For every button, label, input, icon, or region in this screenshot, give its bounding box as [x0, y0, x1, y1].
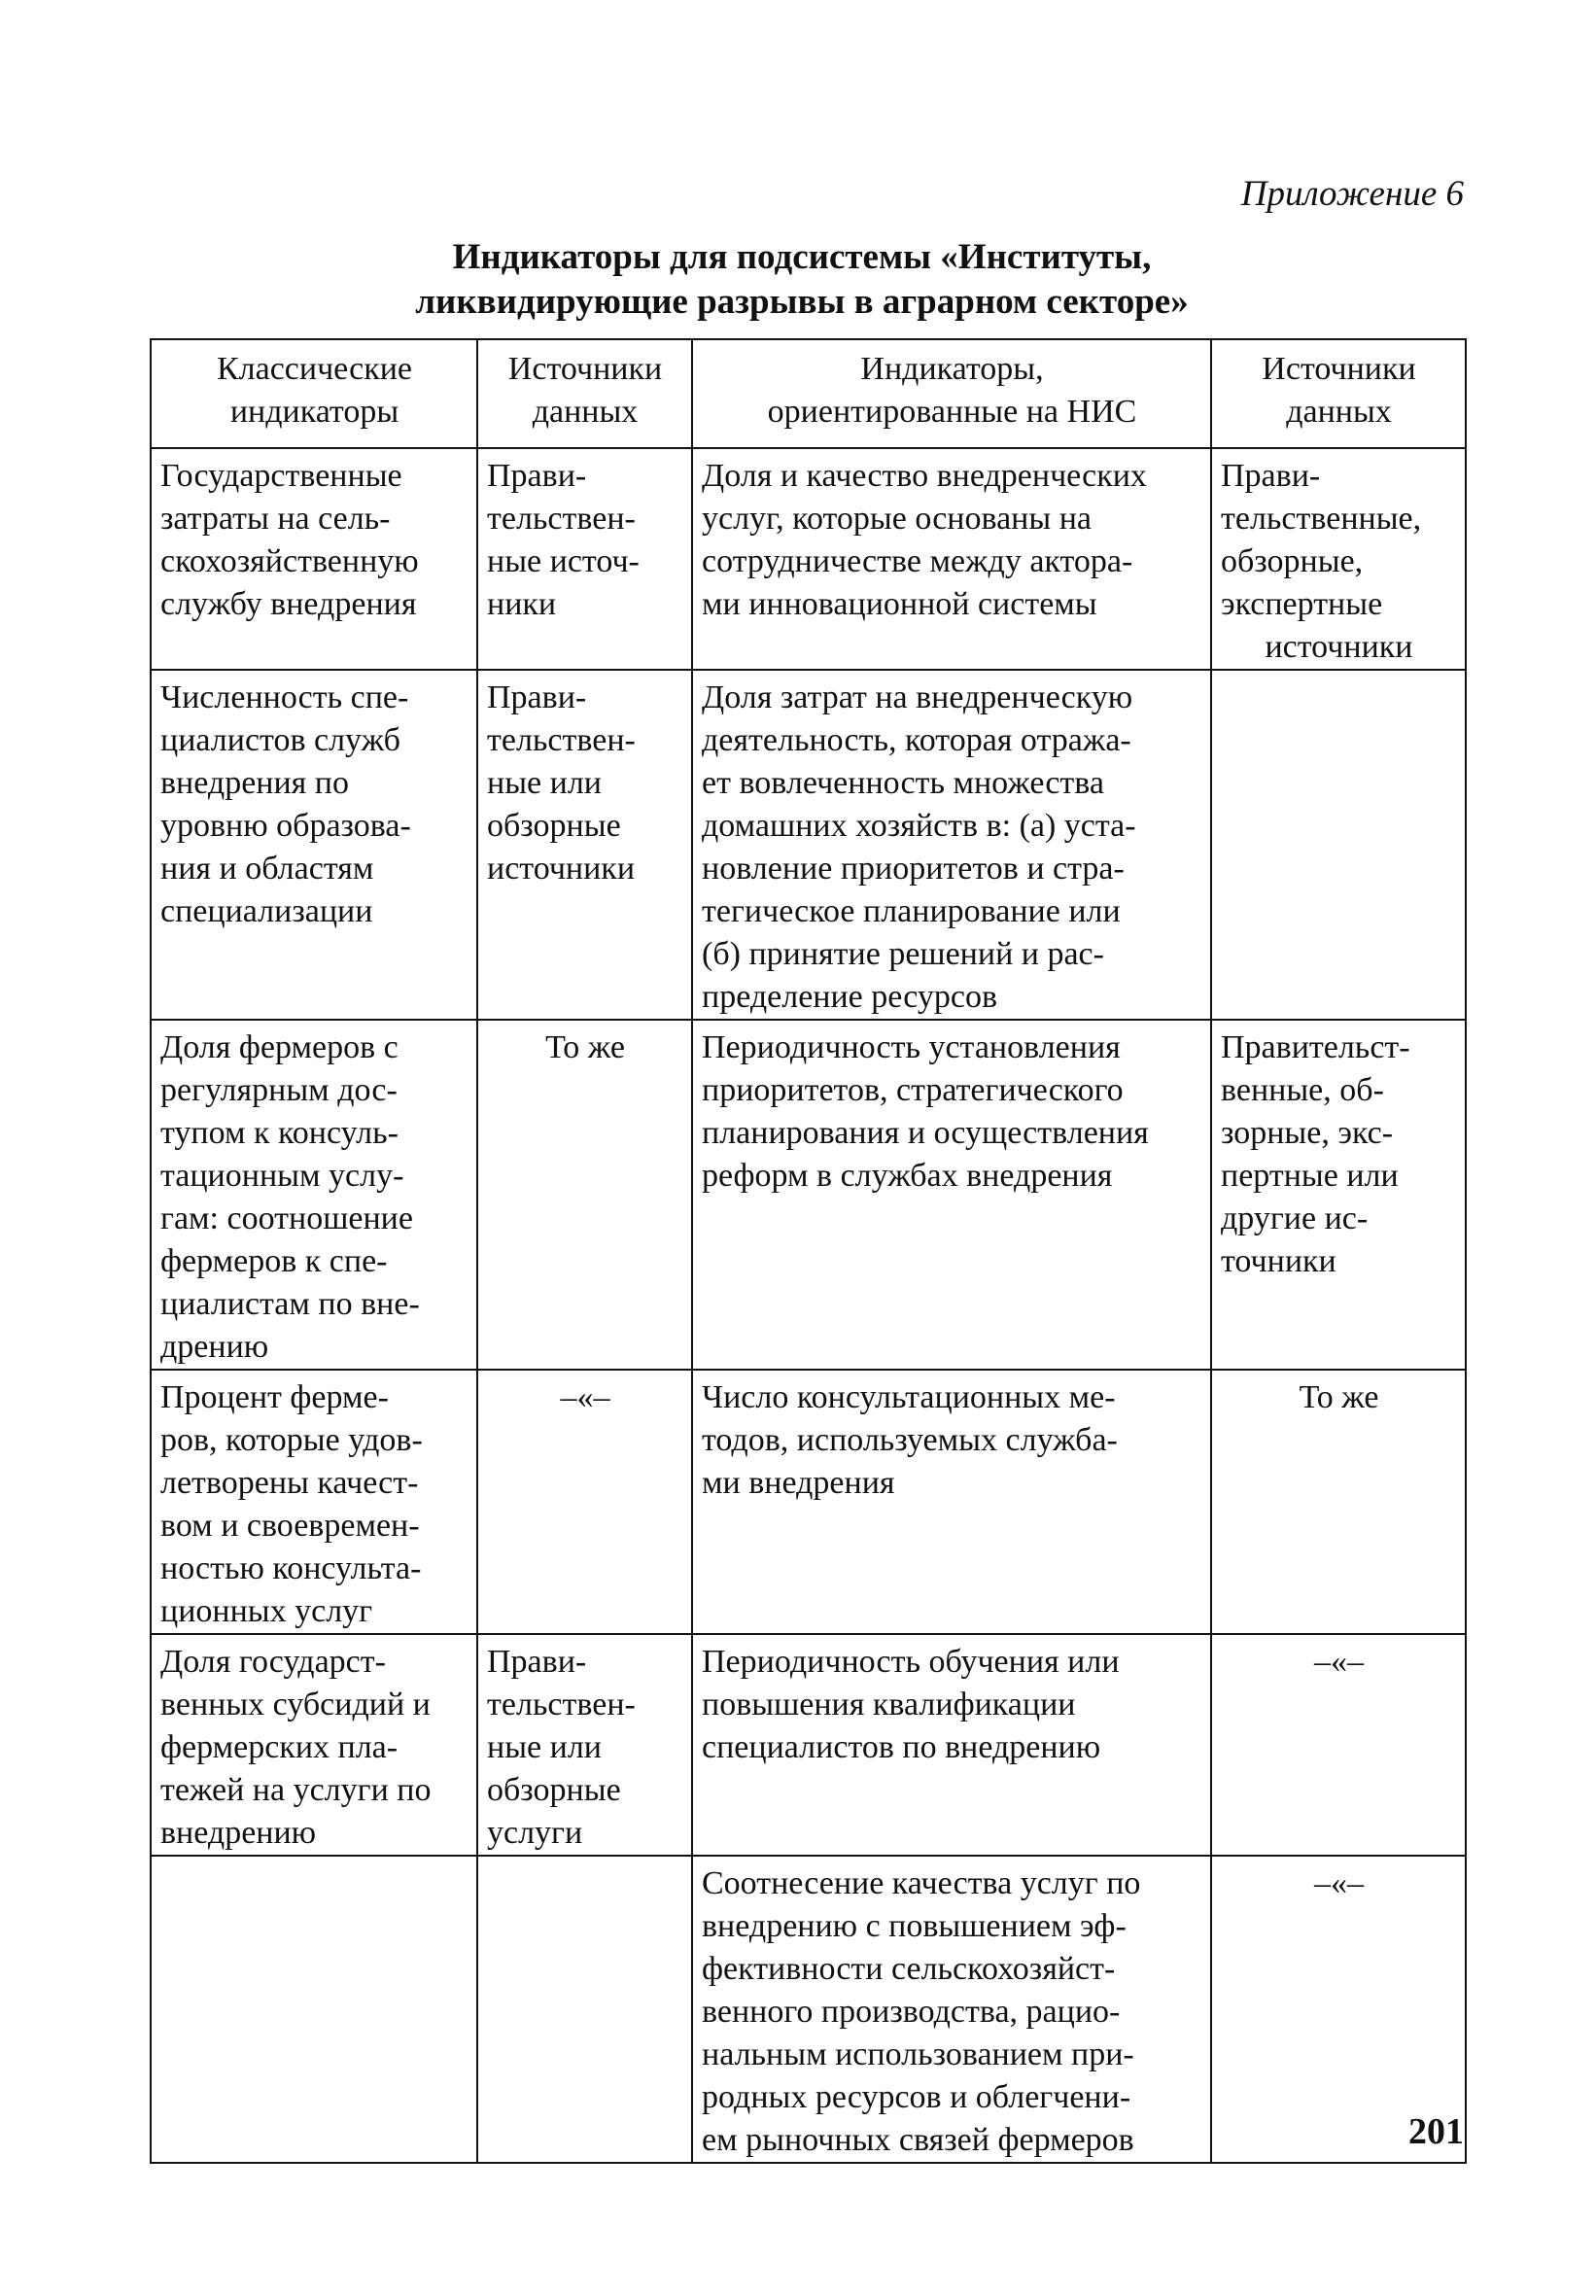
- table-cell-empty: [151, 1856, 477, 2163]
- cell-line: дрению: [160, 1329, 269, 1365]
- cell-line: новление приоритетов и стра-: [702, 851, 1125, 887]
- cell-line: тегическое планирование или: [702, 893, 1121, 929]
- table-row: [151, 1020, 1466, 1370]
- cell-line: регулярным дос-: [160, 1072, 398, 1108]
- cell-line: другие ис-: [1221, 1200, 1369, 1236]
- cell-line: циалистов служб: [160, 722, 400, 758]
- cell-line: венного производства, рацио-: [702, 1994, 1121, 2030]
- indicators-table: [150, 338, 1467, 2164]
- table-cell: [151, 1370, 477, 1634]
- cell-line: ционных услуг: [160, 1593, 373, 1629]
- cell-line: деятельность, которая отража-: [702, 722, 1131, 758]
- table-cell: [692, 1634, 1211, 1856]
- header-line: Источники: [1262, 351, 1416, 387]
- cell-line: ния и областям: [160, 851, 374, 887]
- cell-line: внедрению с повышением эф-: [702, 1908, 1127, 1944]
- cell-line: ные источ-: [487, 543, 640, 579]
- table-cell-empty: [1211, 670, 1466, 1020]
- header-nis-indicators: [692, 339, 1211, 448]
- header-line: данных: [1286, 394, 1392, 430]
- table-row: [151, 1856, 1466, 2163]
- cell-line: скохозяйственную: [160, 543, 419, 579]
- cell-line: источники: [1265, 629, 1413, 665]
- header-line: Классические: [216, 351, 413, 387]
- cell-line: тупом к консуль-: [160, 1115, 399, 1151]
- cell-line: тельствен-: [487, 722, 636, 758]
- cell-line: экспертные: [1221, 586, 1383, 622]
- cell-line: фермерских пла-: [160, 1729, 399, 1765]
- cell-line: планирования и осуществления: [702, 1115, 1149, 1151]
- header-line: индикаторы: [229, 394, 399, 430]
- cell-line: ми инновационной системы: [702, 586, 1097, 622]
- cell-line: услуги: [487, 1815, 583, 1851]
- cell-line: специализации: [160, 893, 373, 929]
- cell-line: фективности сельскохозяйст-: [702, 1951, 1116, 1987]
- cell-line: повышения квалификации: [702, 1687, 1076, 1722]
- cell-line: тельствен-: [487, 501, 636, 537]
- table-cell: [151, 1634, 477, 1856]
- cell-line: тельствен-: [487, 1687, 636, 1722]
- table-row: [151, 1634, 1466, 1856]
- cell-line: зорные, экс-: [1221, 1115, 1394, 1151]
- cell-line: венных субсидий и: [160, 1687, 431, 1722]
- table-cell: [692, 1370, 1211, 1634]
- cell-line: Численность спе-: [160, 679, 409, 715]
- table-cell: [151, 670, 477, 1020]
- table-header-row: [151, 339, 1466, 448]
- header-line: ориентированные на НИС: [767, 394, 1137, 430]
- cell-line: Доля фермеров с: [160, 1029, 399, 1065]
- cell-line: приоритетов, стратегического: [702, 1072, 1124, 1108]
- cell-line: услуг, которые основаны на: [702, 501, 1093, 537]
- header-classic-indicators: [151, 339, 477, 448]
- header-data-sources: [477, 339, 692, 448]
- cell-line: ем рыночных связей фермеров: [702, 2122, 1134, 2158]
- page-number: 201: [1408, 2111, 1464, 2152]
- cell-line: ные или: [487, 1729, 602, 1765]
- cell-line: летворены качест-: [160, 1465, 419, 1501]
- cell-line: (б) принятие решений и рас-: [702, 936, 1104, 972]
- title-line-1: Индикаторы для подсистемы «Институты,: [452, 237, 1152, 277]
- cell-line: затраты на сель-: [160, 501, 391, 537]
- table-cell: [692, 670, 1211, 1020]
- table-cell-empty: [477, 1856, 692, 2163]
- header-line: Источники: [507, 351, 663, 387]
- cell-line: Прави-: [1221, 458, 1321, 494]
- cell-line: –«–: [560, 1379, 610, 1415]
- cell-line: тодов, используемых служба-: [702, 1422, 1118, 1458]
- cell-line: Прави-: [487, 679, 587, 715]
- table-row: [151, 670, 1466, 1020]
- table-cell: [151, 1020, 477, 1370]
- cell-line: тежей на услуги по: [160, 1772, 432, 1808]
- cell-line: обзорные: [487, 808, 621, 844]
- header-line: Индикаторы,: [860, 351, 1044, 387]
- table-cell: [1211, 448, 1466, 670]
- cell-line: гам: соотношение: [160, 1200, 413, 1236]
- cell-line: ники: [487, 586, 557, 622]
- cell-line: обзорные: [487, 1772, 621, 1808]
- cell-line: Прави-: [487, 458, 587, 494]
- table-cell: [692, 448, 1211, 670]
- cell-line: источники: [487, 851, 636, 887]
- cell-line: ров, которые удов-: [160, 1422, 423, 1458]
- table-cell: [1211, 1370, 1466, 1634]
- cell-line: пертные или: [1221, 1158, 1399, 1194]
- cell-line: ми внедрения: [702, 1465, 895, 1501]
- table-cell: [1211, 1020, 1466, 1370]
- cell-line: Государственные: [160, 458, 402, 494]
- cell-line: Число консультационных ме-: [702, 1379, 1116, 1415]
- cell-line: Периодичность обучения или: [702, 1644, 1120, 1680]
- cell-line: вом и своевремен-: [160, 1508, 420, 1544]
- cell-line: домашних хозяйств в: (а) уста-: [702, 808, 1136, 844]
- table-cell: [1211, 1634, 1466, 1856]
- cell-line: Периодичность установления: [702, 1029, 1121, 1065]
- title-line-2: ликвидирующие разрывы в аграрном секторе»: [415, 282, 1189, 322]
- cell-line: ностью консульта-: [160, 1550, 422, 1586]
- cell-line: Доля и качество внедренческих: [702, 458, 1147, 494]
- cell-line: То же: [545, 1029, 625, 1065]
- table-row: [151, 1370, 1466, 1634]
- table-cell: [692, 1856, 1211, 2163]
- cell-line: родных ресурсов и облегчени-: [702, 2079, 1131, 2115]
- cell-line: сотрудничестве между актора-: [702, 543, 1133, 579]
- cell-line: обзорные,: [1221, 543, 1364, 579]
- cell-line: ные или: [487, 765, 602, 801]
- header-data-sources-2: [1211, 339, 1466, 448]
- header-line: данных: [532, 394, 639, 430]
- cell-line: точники: [1221, 1243, 1336, 1279]
- cell-line: службу внедрения: [160, 586, 417, 622]
- cell-line: внедрения по: [160, 765, 350, 801]
- cell-line: тационным услу-: [160, 1158, 404, 1194]
- table-cell: [477, 670, 692, 1020]
- cell-line: пределение ресурсов: [702, 979, 997, 1015]
- cell-line: реформ в службах внедрения: [702, 1158, 1113, 1194]
- cell-line: уровню образова-: [160, 808, 411, 844]
- cell-line: нальным использованием при-: [702, 2036, 1134, 2072]
- cell-line: ет вовлеченность множества: [702, 765, 1104, 801]
- table-cell: [477, 448, 692, 670]
- cell-line: Прави-: [487, 1644, 587, 1680]
- cell-line: венные, об-: [1221, 1072, 1384, 1108]
- cell-line: Доля государст-: [160, 1644, 386, 1680]
- cell-line: тельственные,: [1221, 501, 1422, 537]
- table-cell: [477, 1634, 692, 1856]
- cell-line: Правительст-: [1221, 1029, 1410, 1065]
- page-title: [146, 235, 1458, 325]
- table-cell: [692, 1020, 1211, 1370]
- table-cell: [477, 1020, 692, 1370]
- cell-line: внедрению: [160, 1815, 317, 1851]
- cell-line: фермеров к спе-: [160, 1243, 388, 1279]
- cell-line: Соотнесение качества услуг по: [702, 1865, 1141, 1901]
- table-cell: [477, 1370, 692, 1634]
- cell-line: Доля затрат на внедренческую: [702, 679, 1133, 715]
- table-row: [151, 448, 1466, 670]
- cell-line: –«–: [1314, 1865, 1364, 1901]
- table-cell: [151, 448, 477, 670]
- cell-line: Процент ферме-: [160, 1379, 389, 1415]
- cell-line: То же: [1299, 1379, 1379, 1415]
- appendix-label: Приложение 6: [1240, 174, 1464, 214]
- cell-line: –«–: [1314, 1644, 1364, 1680]
- cell-line: специалистов по внедрению: [702, 1729, 1101, 1765]
- cell-line: циалистам по вне-: [160, 1286, 420, 1322]
